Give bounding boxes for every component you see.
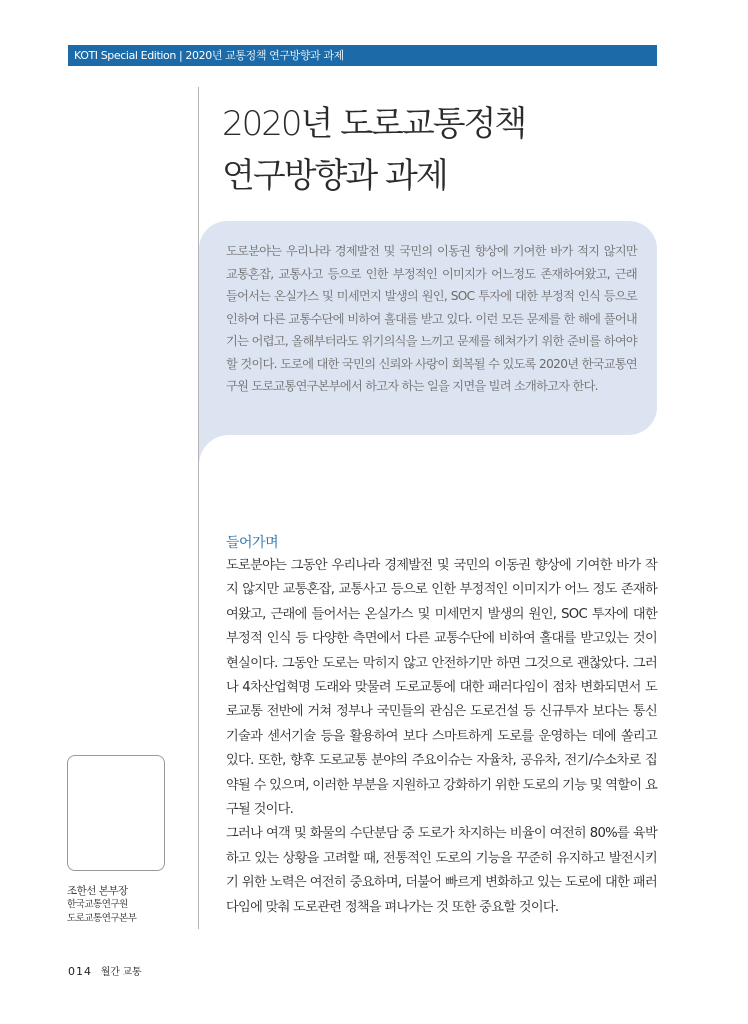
article-title-line2: 연구방향과 과제 — [222, 156, 447, 196]
section-heading: 들어가며 — [226, 535, 279, 551]
page-footer — [68, 963, 141, 978]
abstract-text: 도로분야는 우리나라 경제발전 및 국민의 이동권 향상에 기여한 바가 적지 않지만 교통혼잡, 교통사고 등으로 인한 부정적인 이미지가 어느정도 존재하여왔고, 근래 들어서는 온실가스 및 미세먼지 발생의 원인, SOC 투자에 대한 부정적 인식 등으로 인하여 다른 교통수단에 비하여 홀대를 받고 있다. 이런 모든 문제를 한 해에 풀어내기는 어렵고, 올해부터라도 위기의식을 느끼고 문제를 헤쳐가기 위한 준비를 하여야 할 것이다. 도로에 대한 국민의 신뢰와 사랑이 회복될 수 있도록 2020년 한국교통연구원 도로교통연구본부에서 하고자 하는 일을 지면을 빌려 소개하고자 한다. — [226, 244, 637, 393]
column-divider — [198, 87, 199, 929]
running-header — [68, 45, 657, 66]
author-info — [67, 884, 192, 926]
body-paragraph-2: 그러나 여객 및 화물의 수단분담 중 도로가 차지하는 비율이 여전히 80%를 육박하고 있는 상황을 고려할 때, 전통적인 도로의 기능을 꾸준히 유지하고 발전시키기 위한 노력은 여전히 중요하며, 더불어 빠르게 변화하고 있는 도로에 대한 패러다임에 맞춰 도로관련 정책을 펴나가는 것 또한 중요할 것이다. — [226, 826, 657, 915]
publication-name: 월간 교통 — [100, 967, 142, 978]
article-title — [222, 98, 652, 202]
author-org: 한국교통연구원 — [67, 899, 128, 910]
page-number: 014 — [68, 965, 92, 978]
author-name: 조한선 본부장 — [67, 885, 128, 897]
author-photo-frame — [67, 755, 165, 871]
running-header-text: KOTI Special Edition | 2020년 교통정책 연구방향과 과제 — [74, 49, 344, 62]
article-body — [226, 554, 657, 920]
abstract-box-corner — [199, 435, 229, 465]
author-division: 도로교통연구본부 — [67, 913, 137, 924]
article-title-line1: 2020년 도로교통정책 — [222, 104, 526, 144]
body-paragraph-1: 도로분야는 그동안 우리나라 경제발전 및 국민의 이동권 향상에 기여한 바가 작지 않지만 교통혼잡, 교통사고 등으로 인한 부정적인 이미지가 어느 정도 존재하여왔고, 근래에 들어서는 온실가스 및 미세먼지 발생의 원인, SOC 투자에 대한 부정적 인식 등 다양한 측면에서 다른 교통수단에 비하여 홀대를 받고있는 것이 현실이다. 그동안 도로는 막히지 않고 안전하기만 하면 그것으로 괜찮았다. 그러나 4차산업혁명 도래와 맞물려 도로교통에 대한 패러다임이 점차 변화되면서 도로교통 전반에 거쳐 정부나 국민들의 관심은 도로건설 등 신규투자 보다는 통신기술과 센서기술 등을 활용하여 보다 스마트하게 도로를 운영하는 데에 쏠리고 있다. 또한, 향후 도로교통 분야의 주요이슈는 자율차, 공유차, 전기/수소차로 집약될 수 있으며, 이러한 부분을 지원하고 강화하기 위한 도로의 기능 및 역할이 요구될 것이다. — [226, 558, 657, 818]
